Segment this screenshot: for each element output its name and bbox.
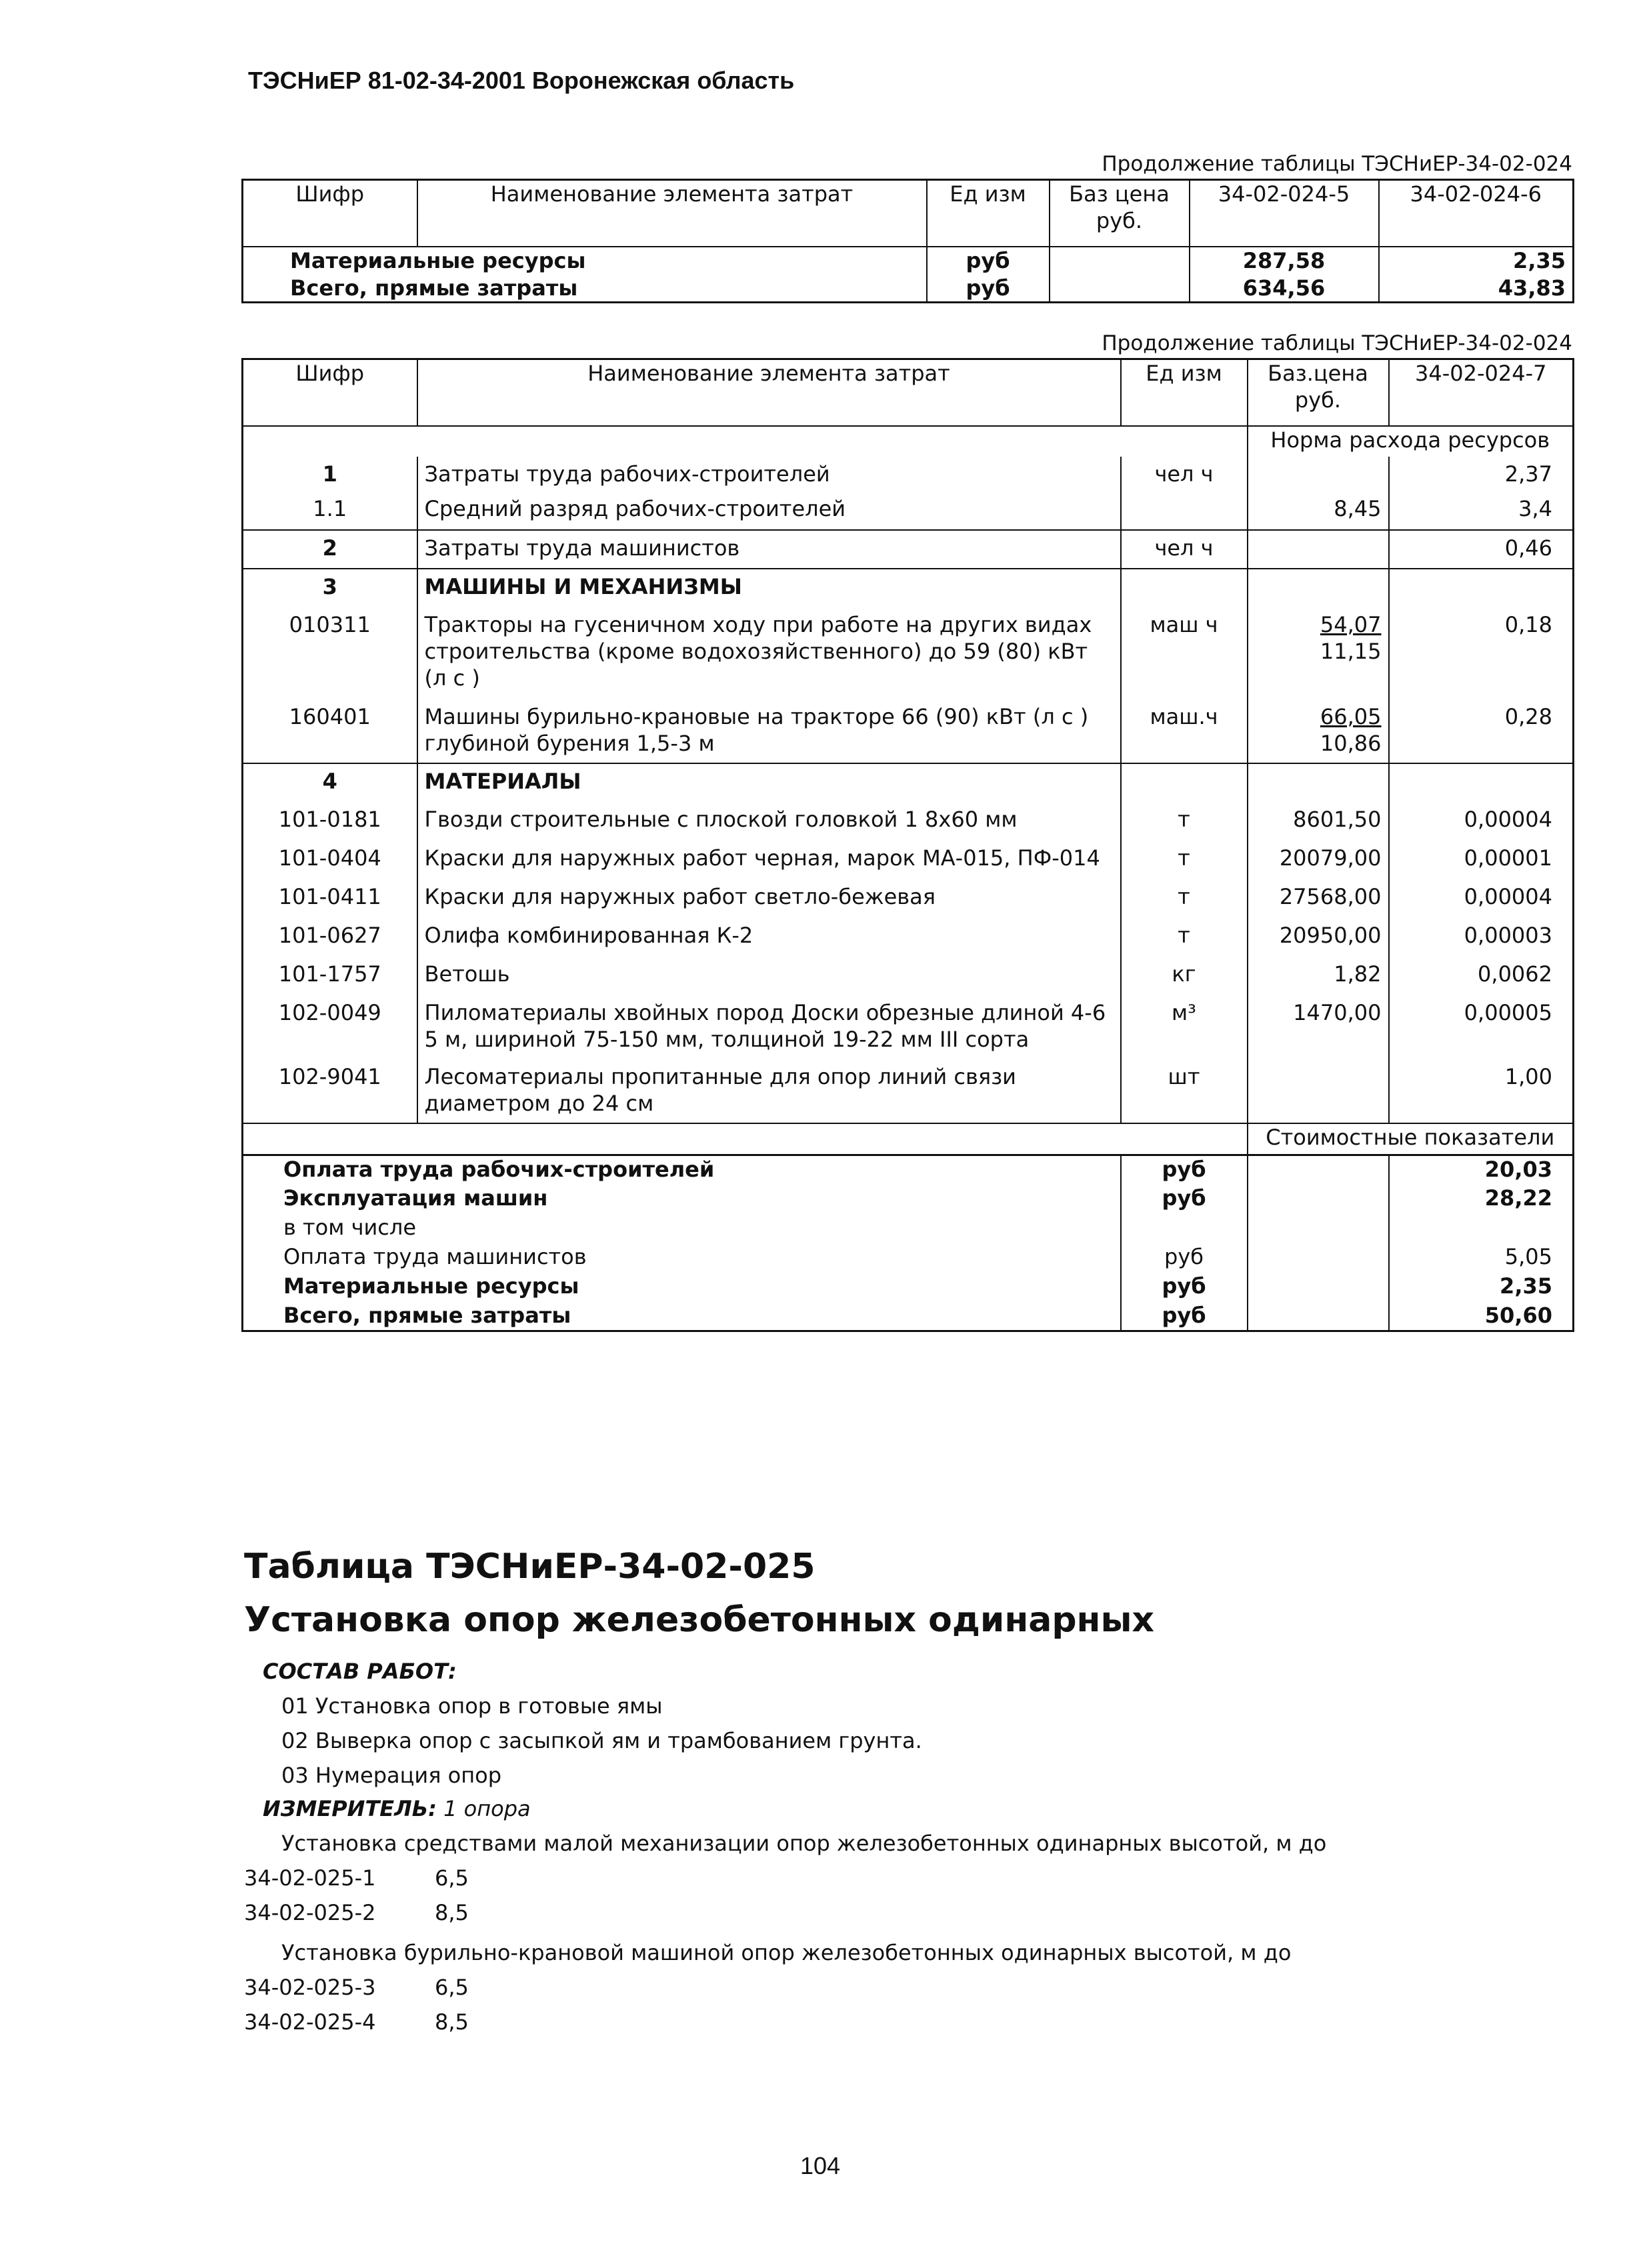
cost-row [243, 1273, 1574, 1302]
price-value: 20950,00 [1279, 922, 1382, 948]
row-value2: 43,83 [1379, 275, 1574, 303]
cost-value: 2,35 [1389, 1273, 1574, 1302]
col-value2: 34-02-024-6 [1379, 180, 1574, 247]
item-value: 6,5 [435, 1975, 469, 2000]
row-price [1248, 699, 1389, 763]
row-code: 102-0049 [278, 999, 381, 1025]
price-value: 8,45 [1334, 495, 1382, 521]
row-code: 160401 [289, 703, 371, 729]
row-name: Ветошь [417, 957, 1121, 995]
meter-label: ИЗМЕРИТЕЛЬ: [263, 1796, 437, 1821]
row-value1: 287,58 [1190, 247, 1379, 275]
table1-continuation: Продолжение таблицы ТЭСНиЕР-34-02-024 [1102, 152, 1572, 176]
row-price [1248, 530, 1389, 569]
page-number: 104 [799, 2152, 841, 2179]
row-unit: чел ч [1121, 457, 1248, 491]
row-value: 3,4 [1389, 491, 1574, 530]
row-value: 0,00003 [1389, 918, 1574, 957]
row-value: 0,0062 [1389, 957, 1574, 995]
page-header: ТЭСНиЕР 81-02-34-2001 Воронежская область [248, 67, 795, 94]
row-price [1248, 841, 1389, 879]
item-value: 8,5 [435, 2009, 469, 2035]
norm-label: Норма расхода ресурсов [1248, 426, 1574, 457]
row-name: Краски для наружных работ светло-бежевая [417, 879, 1121, 918]
table-row [243, 457, 1574, 491]
cost-label: Стоимостные показатели [1248, 1123, 1574, 1155]
row-value: 2,37 [1389, 457, 1574, 491]
row-value1: 634,56 [1190, 275, 1379, 303]
row-value: 1,00 [1389, 1059, 1574, 1123]
work-item: 03 Нумерация опор [281, 1763, 502, 1788]
table-row [243, 699, 1574, 763]
table-row [243, 802, 1574, 841]
table2 [241, 358, 1574, 1332]
row-name: Средний разряд рабочих-строителей [417, 491, 1121, 530]
price-operator: 10,86 [1320, 730, 1382, 756]
table-row [243, 841, 1574, 879]
col-price: Баз цена руб. [1050, 180, 1190, 247]
row-unit: шт [1121, 1059, 1248, 1123]
row-name: Материальные ресурсы [290, 247, 586, 273]
price-value: 54,07 [1320, 611, 1382, 637]
item-code: 34-02-025-1 [244, 1865, 376, 1891]
price-value: 8601,50 [1293, 806, 1382, 832]
col-value: 34-02-024-7 [1389, 359, 1574, 426]
table1 [241, 179, 1574, 303]
table-row [243, 879, 1574, 918]
table-row [243, 1059, 1574, 1123]
row-code: 4 [243, 763, 417, 802]
table-row [243, 918, 1574, 957]
cost-name: Материальные ресурсы [283, 1273, 579, 1299]
row-value: 0,28 [1389, 699, 1574, 763]
row-name: Пиломатериалы хвойных пород Доски обрезные длиной 4-6 5 м, шириной 75-150 мм, толщиной 19-22 мм III сорта [417, 995, 1121, 1059]
row-name: Лесоматериалы пропитанные для опор линий связи диаметром до 24 см [417, 1059, 1121, 1123]
row-name: МАТЕРИАЛЫ [417, 763, 1121, 802]
row-code: 1 [322, 461, 337, 487]
row-value: 0,18 [1389, 607, 1574, 699]
section-title: Таблица ТЭСНиЕР-34-02-025 [244, 1547, 815, 1587]
cost-value: 28,22 [1389, 1185, 1574, 1214]
table-row [243, 247, 1574, 275]
meter [263, 1796, 531, 1821]
cost-unit: руб [1121, 1185, 1248, 1214]
table-row [243, 275, 1574, 303]
row-unit: руб [927, 275, 1050, 303]
work-item: 01 Установка опор в готовые ямы [281, 1693, 663, 1719]
price-value: 1470,00 [1293, 999, 1382, 1025]
row-price [1248, 491, 1389, 530]
row-unit: чел ч [1121, 530, 1248, 569]
row-unit: маш ч [1121, 607, 1248, 699]
row-unit [1121, 491, 1248, 530]
row-name: МАШИНЫ И МЕХАНИЗМЫ [417, 569, 1121, 607]
table2-continuation: Продолжение таблицы ТЭСНиЕР-34-02-024 [1102, 331, 1572, 355]
cost-unit: руб [1121, 1302, 1248, 1331]
price-operator: 11,15 [1320, 638, 1382, 664]
cost-value: 20,03 [1389, 1155, 1574, 1185]
group-heading: Установка бурильно-крановой машиной опор железобетонных одинарных высотой, м до [281, 1940, 1292, 1965]
row-value: 0,46 [1389, 530, 1574, 569]
cost-name: Всего, прямые затраты [283, 1302, 571, 1328]
item-value: 8,5 [435, 1900, 469, 1925]
row-price [1248, 802, 1389, 841]
row-unit: т [1121, 802, 1248, 841]
item-code: 34-02-025-3 [244, 1975, 376, 2000]
row-price [1248, 957, 1389, 995]
row-value2: 2,35 [1379, 247, 1574, 275]
row-name: Затраты труда машинистов [417, 530, 1121, 569]
price-value: 20079,00 [1279, 845, 1382, 871]
price-value: 66,05 [1320, 703, 1382, 729]
row-unit [1121, 763, 1248, 802]
work-item: 02 Выверка опор с засыпкой ям и трамбованием грунта. [281, 1728, 922, 1753]
row-name: Затраты труда рабочих-строителей [417, 457, 1121, 491]
row-code: 2 [243, 530, 417, 569]
table-row [243, 569, 1574, 607]
row-unit: м³ [1121, 995, 1248, 1059]
col-value1: 34-02-024-5 [1190, 180, 1379, 247]
row-value [1389, 569, 1574, 607]
cost-row [243, 1155, 1574, 1185]
item-value: 6,5 [435, 1865, 469, 1891]
row-code: 101-1757 [278, 961, 381, 987]
col-unit: Ед изм [1121, 359, 1248, 426]
row-value: 0,00001 [1389, 841, 1574, 879]
row-unit: т [1121, 841, 1248, 879]
row-unit: маш.ч [1121, 699, 1248, 763]
row-price [1248, 607, 1389, 699]
row-unit: кг [1121, 957, 1248, 995]
cost-value: 50,60 [1389, 1302, 1574, 1331]
row-name: Гвозди строительные с плоской головкой 1 8х60 мм [417, 802, 1121, 841]
row-unit: т [1121, 918, 1248, 957]
table-row [243, 530, 1574, 569]
col-price: Баз.цена руб. [1248, 359, 1389, 426]
col-name: Наименование элемента затрат [417, 180, 927, 247]
price-value: 27568,00 [1279, 883, 1382, 909]
row-code: 101-0181 [278, 806, 381, 832]
row-code: 102-9041 [278, 1063, 381, 1089]
meter-value: 1 опора [443, 1796, 531, 1821]
table-row [243, 957, 1574, 995]
col-code: Шифр [243, 359, 417, 426]
row-price [1248, 918, 1389, 957]
price-value: 1,82 [1334, 961, 1382, 987]
cost-unit: руб [1121, 1243, 1248, 1273]
row-value [1389, 763, 1574, 802]
row-code: 101-0627 [278, 922, 381, 948]
row-price [1248, 569, 1389, 607]
row-price [1248, 995, 1389, 1059]
cost-name: Оплата труда машинистов [283, 1243, 587, 1269]
col-name: Наименование элемента затрат [417, 359, 1121, 426]
cost-row [243, 1185, 1574, 1214]
cost-row [243, 1302, 1574, 1331]
row-name: Краски для наружных работ черная, марок МА-015, ПФ-014 [417, 841, 1121, 879]
row-name: Олифа комбинированная К-2 [417, 918, 1121, 957]
row-name: Машины бурильно-крановые на тракторе 66 (90) кВт (л с ) глубиной бурения 1,5-3 м [417, 699, 1121, 763]
table-row [243, 995, 1574, 1059]
table-row [243, 607, 1574, 699]
row-code: 1.1 [313, 495, 347, 521]
row-price [1248, 879, 1389, 918]
row-price [1248, 457, 1389, 491]
table-row [243, 491, 1574, 530]
row-code: 101-0404 [278, 845, 381, 871]
row-code: 3 [243, 569, 417, 607]
works-label: СОСТАВ РАБОТ: [263, 1659, 457, 1684]
row-value: 0,00005 [1389, 995, 1574, 1059]
row-price [1248, 1059, 1389, 1123]
cost-name: в том числе [283, 1214, 416, 1240]
group-heading: Установка средствами малой механизации опор железобетонных одинарных высотой, м до [281, 1831, 1327, 1856]
cost-unit: руб [1121, 1273, 1248, 1302]
cost-name: Оплата труда рабочих-строителей [243, 1155, 1121, 1185]
cost-value: 5,05 [1389, 1243, 1574, 1273]
item-code: 34-02-025-4 [244, 2009, 376, 2035]
row-unit: т [1121, 879, 1248, 918]
row-code: 101-0411 [278, 883, 381, 909]
col-unit: Ед изм [927, 180, 1050, 247]
section-subtitle: Установка опор железобетонных одинарных [244, 1600, 1155, 1640]
cost-unit [1121, 1214, 1248, 1243]
row-unit: руб [927, 247, 1050, 275]
cost-value [1389, 1214, 1574, 1243]
row-name: Тракторы на гусеничном ходу при работе на других видах строительства (кроме водохозяйственного) до 59 (80) кВт (л с ) [417, 607, 1121, 699]
col-code: Шифр [243, 180, 417, 247]
row-code: 010311 [289, 611, 371, 637]
table-row [243, 763, 1574, 802]
cost-row [243, 1214, 1574, 1243]
cost-unit: руб [1121, 1155, 1248, 1185]
row-price [1248, 763, 1389, 802]
row-value: 0,00004 [1389, 879, 1574, 918]
item-code: 34-02-025-2 [244, 1900, 376, 1925]
row-name: Всего, прямые затраты [290, 275, 578, 301]
cost-name: Эксплуатация машин [283, 1185, 548, 1211]
cost-row [243, 1243, 1574, 1273]
row-value: 0,00004 [1389, 802, 1574, 841]
row-unit [1121, 569, 1248, 607]
